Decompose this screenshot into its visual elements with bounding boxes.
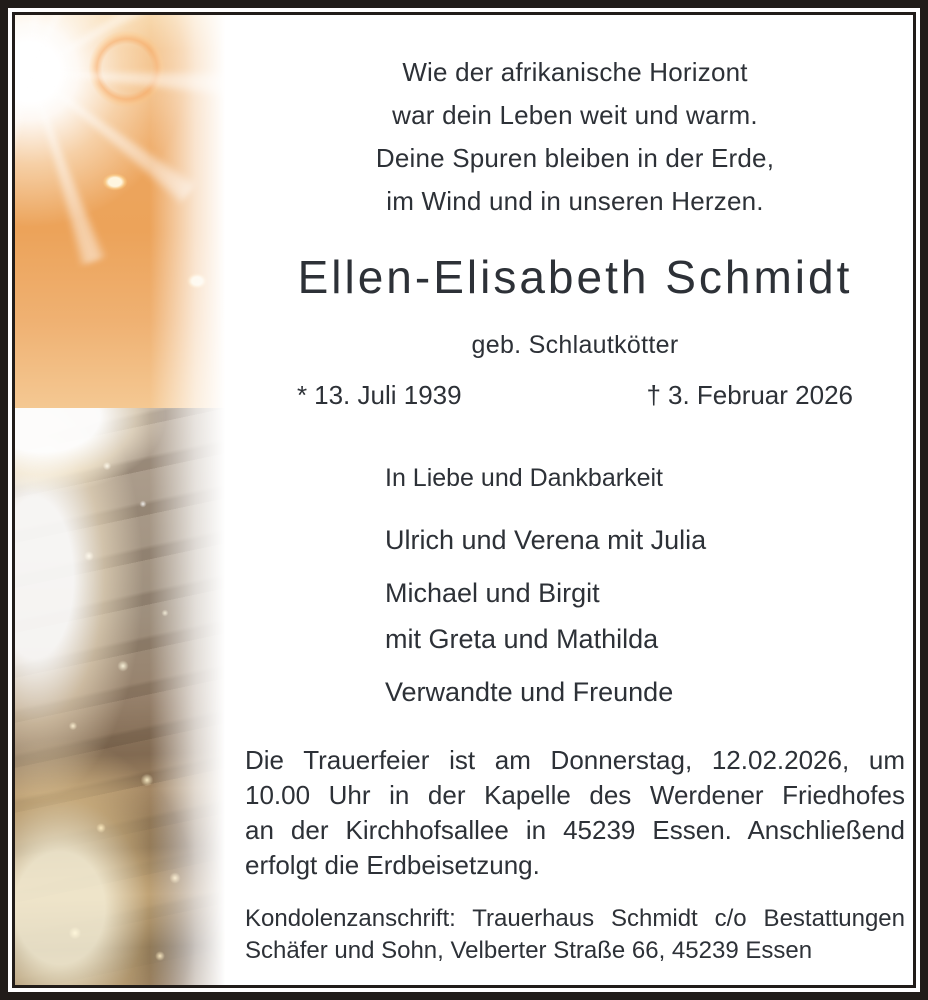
birth-date — [297, 379, 462, 411]
poem-line: war dein Leben weit und warm. — [392, 100, 758, 130]
life-dates — [245, 379, 905, 411]
poem-line: im Wind und in unseren Herzen. — [386, 186, 764, 216]
mourner-line: Verwandte und Freunde — [385, 677, 674, 707]
death-date — [647, 379, 853, 411]
poem-line: Deine Spuren bleiben in der Erde, — [375, 143, 775, 173]
funeral-line: an der Kirchhofsallee in 45239 Essen. Anschließend — [245, 815, 905, 845]
mourner-line: Michael und Birgit — [385, 578, 600, 608]
funeral-line: erfolgt die Erdbeisetzung. — [245, 850, 540, 880]
death-cross-symbol: † — [646, 380, 661, 410]
birth-star-symbol: * — [297, 380, 308, 410]
maiden-name: geb. Schlautkötter — [471, 331, 679, 359]
funeral-line: 10.00 Uhr in der Kapelle des Werdener Friedhofes — [245, 780, 905, 810]
deceased-name: Ellen-Elisabeth Schmidt — [297, 251, 853, 303]
memorial-photo — [15, 15, 232, 985]
condolence-line: Kondolenzanschrift: Trauerhaus Schmidt c/o Bestattungen — [245, 905, 905, 932]
obituary-sheet — [15, 15, 913, 985]
funeral-info — [245, 743, 905, 883]
memorial-poem — [245, 51, 905, 223]
photo-right-fade — [15, 15, 232, 985]
poem-line: Wie der afrikanische Horizont — [402, 57, 748, 87]
condolence-info — [245, 903, 905, 967]
condolence-line: Schäfer und Sohn, Velberter Straße 66, 45239 Essen — [245, 937, 813, 964]
birth-date-text: 13. Juli 1939 — [314, 380, 462, 410]
funeral-line: Die Trauerfeier ist am Donnerstag, 12.02.2026, um — [245, 745, 905, 775]
tribute-line: In Liebe und Dankbarkeit — [385, 464, 663, 492]
mourner-line: mit Greta und Mathilda — [385, 624, 659, 654]
death-date-text: 3. Februar 2026 — [667, 380, 853, 410]
mourner-line: Ulrich und Verena mit Julia — [385, 525, 707, 555]
